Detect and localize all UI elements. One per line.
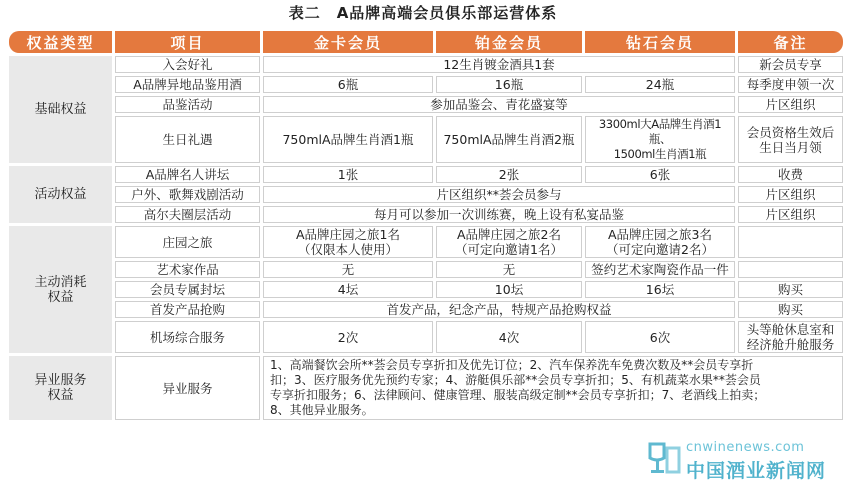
note-cell	[738, 116, 843, 163]
note-cell: 片区组织	[738, 96, 843, 113]
diamond-cell: 6次	[585, 321, 735, 353]
table-row	[9, 261, 843, 278]
table-row	[9, 96, 843, 113]
detail-line: 8、其他异业服务。	[270, 403, 374, 417]
diamond-cell: 24瓶	[585, 76, 735, 93]
platinum-cell	[436, 226, 582, 258]
diamond-line-2: 1500ml生肖酒1瓶	[613, 147, 707, 161]
item-cell: A品牌异地品鉴用酒	[115, 76, 260, 93]
item-cell: 异业服务	[115, 356, 260, 420]
header-gold: 金卡会员	[263, 31, 433, 53]
platinum-cell: 16瓶	[436, 76, 582, 93]
header-diamond: 钻石会员	[585, 31, 735, 53]
platinum-line-1: A品牌庄园之旅2名	[456, 227, 561, 242]
item-cell: 户外、歌舞戏剧活动	[115, 186, 260, 203]
item-cell: 庄园之旅	[115, 226, 260, 258]
item-cell: 首发产品抢购	[115, 301, 260, 318]
watermark-url: cnwinenews.com	[686, 440, 805, 455]
note-line-2: 经济舱升舱服务	[746, 337, 835, 352]
table-row	[9, 166, 843, 183]
header-type: 权益类型	[9, 31, 112, 53]
cross-industry-detail-cell	[263, 356, 843, 420]
diamond-cell: 签约艺术家陶瓷作品一件	[585, 261, 735, 278]
watermark-name: 中国酒业新闻网	[686, 460, 827, 482]
note-cell: 购买	[738, 281, 843, 298]
platinum-line-2: （可定向邀请1名）	[455, 242, 563, 257]
item-cell: 机场综合服务	[115, 321, 260, 353]
category-line-1: 异业服务	[34, 373, 87, 388]
note-cell	[738, 321, 843, 353]
table-row	[9, 56, 843, 73]
table-row	[9, 76, 843, 93]
gold-cell: 2次	[263, 321, 433, 353]
category-basic: 基础权益	[9, 56, 112, 163]
item-cell: 高尔夫圈层活动	[115, 206, 260, 223]
diamond-cell: 6张	[585, 166, 735, 183]
category-line-2: 权益	[47, 289, 74, 305]
note-cell: 购买	[738, 301, 843, 318]
gold-cell: 750mlA品牌生肖酒1瓶	[263, 116, 433, 163]
category-line-1: 主动消耗	[34, 274, 87, 290]
diamond-cell	[585, 116, 735, 163]
platinum-cell: 4次	[436, 321, 582, 353]
category-line-2: 权益	[47, 388, 74, 403]
note-line-2: 生日当月领	[759, 139, 822, 155]
diamond-line-1: 3300ml大A品牌生肖酒1瓶、	[598, 117, 722, 146]
gold-line-2: （仅限本人使用）	[297, 242, 398, 257]
note-line-1: 会员资格生效后	[746, 124, 835, 140]
gold-cell	[263, 226, 433, 258]
note-line-1: 头等舱休息室和	[746, 322, 835, 337]
platinum-cell: 2张	[436, 166, 582, 183]
table-row	[9, 281, 843, 298]
gold-cell: 6瓶	[263, 76, 433, 93]
merged-value-cell: 首发产品，纪念产品，特规产品抢购权益	[263, 301, 735, 318]
membership-table	[6, 28, 846, 423]
diamond-cell	[585, 226, 735, 258]
detail-line: 1、高端餐饮会所**荟会员专享折扣及优先订位；2、汽车保养洗车免费次数及**会员专享折	[270, 358, 754, 372]
gold-cell: 4坛	[263, 281, 433, 298]
merged-value-cell: 每月可以参加一次训练赛，晚上设有私宴品鉴	[263, 206, 735, 223]
gold-line-1: A品牌庄园之旅1名	[295, 227, 400, 242]
table-row	[9, 116, 843, 163]
platinum-cell: 无	[436, 261, 582, 278]
item-cell: 品鉴活动	[115, 96, 260, 113]
platinum-cell: 750mlA品牌生肖酒2瓶	[436, 116, 582, 163]
gold-cell: 1张	[263, 166, 433, 183]
merged-value-cell: 片区组织**荟会员参与	[263, 186, 735, 203]
item-cell: 生日礼遇	[115, 116, 260, 163]
diamond-line-2: （可定向邀请2名）	[606, 242, 714, 257]
table-row	[9, 226, 843, 258]
table-row	[9, 186, 843, 203]
note-cell	[738, 261, 843, 278]
note-cell: 收费	[738, 166, 843, 183]
note-cell: 片区组织	[738, 186, 843, 203]
table-row	[9, 301, 843, 318]
watermark	[646, 438, 846, 482]
header-row	[9, 31, 843, 53]
diamond-cell: 16坛	[585, 281, 735, 298]
item-cell: 艺术家作品	[115, 261, 260, 278]
merged-value-cell: 参加品鉴会、青花盛宴等	[263, 96, 735, 113]
detail-line: 专享折扣服务；6、法律顾问、健康管理、服装高级定制**会员专享折扣；7、老酒线上拍卖；	[270, 388, 766, 402]
header-item: 项目	[115, 31, 260, 53]
note-cell	[738, 226, 843, 258]
note-cell: 片区组织	[738, 206, 843, 223]
wine-glass-logo-icon	[646, 442, 682, 476]
category-activity: 活动权益	[9, 166, 112, 223]
detail-line: 扣；3、医疗服务优先预约专家；4、游艇俱乐部**会员专享折扣；5、有机蔬菜水果**荟会员	[270, 373, 761, 387]
category-consumption	[9, 226, 112, 353]
item-cell: 会员专属封坛	[115, 281, 260, 298]
platinum-cell: 10坛	[436, 281, 582, 298]
header-platinum: 铂金会员	[436, 31, 582, 53]
table-title: 表二 A品牌高端会员俱乐部运营体系	[288, 4, 558, 22]
gold-cell: 无	[263, 261, 433, 278]
merged-value-cell: 12生肖镀金酒具1套	[263, 56, 735, 73]
header-note: 备注	[738, 31, 843, 53]
table-row	[9, 206, 843, 223]
table-row	[9, 356, 843, 420]
note-cell: 新会员专享	[738, 56, 843, 73]
category-cross-industry	[9, 356, 112, 420]
item-cell: 入会好礼	[115, 56, 260, 73]
table-row	[9, 321, 843, 353]
note-cell: 每季度申领一次	[738, 76, 843, 93]
item-cell: A品牌名人讲坛	[115, 166, 260, 183]
diamond-line-1: A品牌庄园之旅3名	[607, 227, 712, 242]
